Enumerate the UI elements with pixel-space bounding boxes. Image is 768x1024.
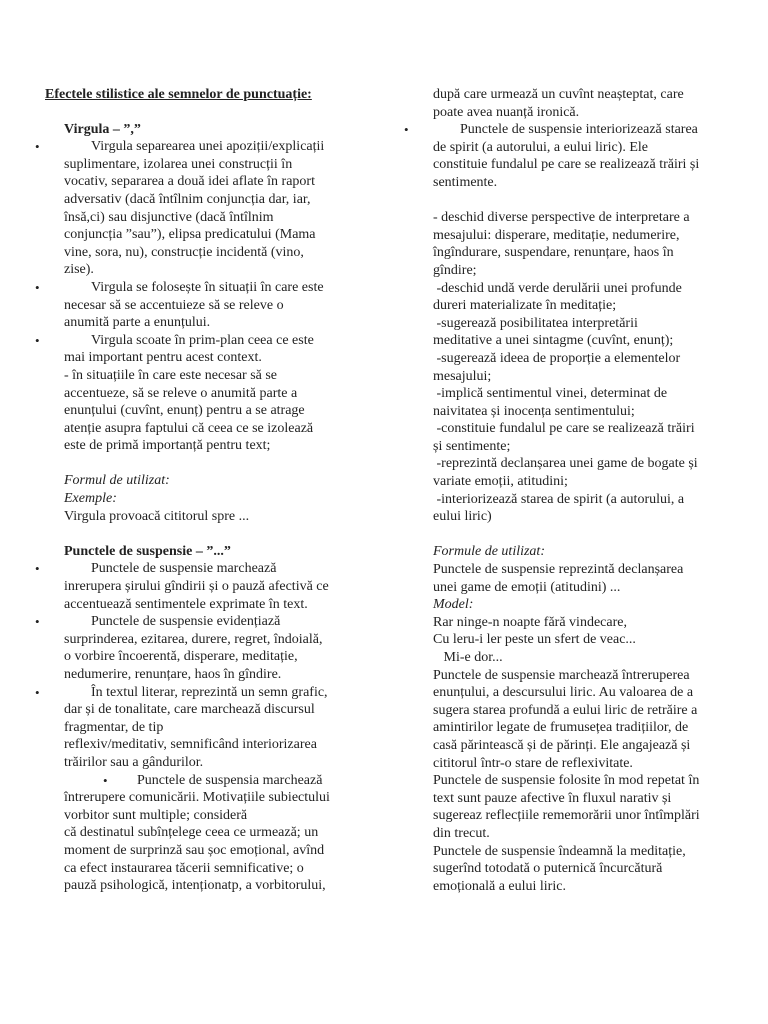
- continuation-text: [433, 86, 758, 121]
- list-item: [36, 772, 376, 895]
- text-line: enunțului (cuvînt, enunț) pentru a se atrage: [64, 403, 305, 419]
- interiorizeaza-bullet: [433, 121, 758, 191]
- list-item: [36, 332, 376, 455]
- list-item: [36, 279, 376, 332]
- text-line: eului liric): [433, 509, 492, 525]
- right-column: [433, 86, 758, 895]
- text-line: vocativ, separarea a două idei aflate în raport: [64, 174, 315, 190]
- text-line: gîndire;: [433, 262, 477, 278]
- text-line: -sugerează ideea de proporție a elementelor: [433, 350, 681, 366]
- text-line: dar și de tonalitate, care marchează discursul: [64, 702, 315, 718]
- text-line: Punctele de suspensie îndeamnă la meditație,: [433, 843, 686, 859]
- model-text: [433, 614, 758, 896]
- text-line: Rar ninge-n noapte fără vindecare,: [433, 614, 627, 630]
- text-line: Punctele de suspensie folosite în mod repetat în: [433, 773, 700, 789]
- puncte-bullet-list: [36, 560, 376, 771]
- text-line: anumită parte a enunțului.: [64, 315, 211, 331]
- text-line: sugera starea profundă a eului liric de retrăire a: [433, 702, 698, 718]
- text-line: inrerupera șirului gîndirii și o pauză afectivă ce: [64, 579, 329, 595]
- list-item: [36, 613, 376, 683]
- document-title: Efectele stilistice ale semnelor de punctuație:: [45, 87, 312, 102]
- text-line: accentueze, să se releve o anumită parte a: [64, 385, 298, 401]
- text-line: poate avea nuanță ironică.: [433, 104, 580, 120]
- text-line: unei game de emoții (atitudini) ...: [433, 579, 621, 595]
- formule-text: [433, 561, 758, 596]
- list-item: [36, 138, 376, 279]
- model-label: Model:: [433, 597, 474, 613]
- text-line: amintirilor legate de frumusețea tradițiilor, de: [433, 720, 689, 736]
- text-line: necesar să se accentuieze să se releve o: [64, 297, 284, 313]
- text-line: • Punctele de suspensie interiorizează starea: [460, 122, 698, 138]
- text-line: fragmentar, de tip: [64, 719, 164, 735]
- text-line: ca efect instaurarea tăcerii semnificative; o: [64, 860, 304, 876]
- text-line: -reprezintă declanșarea unei game de bogate și: [433, 456, 698, 472]
- exemple-label: Exemple:: [64, 491, 117, 507]
- text-line: mesajului;: [433, 368, 492, 384]
- text-line: și sentimente;: [433, 438, 511, 454]
- text-line: din trecut.: [433, 825, 490, 841]
- text-line: zise).: [64, 262, 94, 278]
- text-line: Mi-e dor...: [433, 650, 503, 665]
- text-line: • Punctele de suspensie marchează: [91, 561, 277, 577]
- text-line: -constituie fundalul pe care se realizează trăiri: [433, 421, 695, 437]
- text-line: -sugerează posibilitatea interpretării: [433, 315, 638, 331]
- text-line: după care urmează un cuvînt neașteptat, care: [433, 87, 684, 102]
- text-line: însă,ci) sau disjunctive (dacă întîlnim: [64, 209, 274, 225]
- text-line: vorbitor sunt multiple; consideră: [64, 807, 248, 823]
- text-line: sentimente.: [433, 174, 498, 190]
- text-line: moment de surprinză sau șoc emoțional, avînd: [64, 842, 325, 858]
- text-line: meditative a unei sintagme (cuvînt, enunț);: [433, 333, 674, 349]
- text-line: conjuncția ”sau”), elipsa predicatului (Mama: [64, 227, 316, 243]
- text-line: Punctele de suspensie reprezintă declanșarea: [433, 562, 684, 578]
- text-line: accentuează sentimentele exprimate în text.: [64, 596, 308, 612]
- text-line: reflexiv/meditativ, semnificând interiorizarea: [64, 737, 317, 753]
- text-line: emoțională a eului liric.: [433, 878, 566, 894]
- text-line: o vorbire încoerentă, disperare, meditație,: [64, 649, 298, 665]
- text-line: - deschid diverse perspective de interpretare a: [433, 210, 690, 226]
- text-line: - în situațiile în care este necesar să se: [64, 367, 278, 383]
- text-line: Cu leru-i ler peste un sfert de veac...: [433, 632, 636, 648]
- text-line: -deschid undă verde derulării unei profunde: [433, 280, 682, 296]
- text-line: • În textul literar, reprezintă un semn grafic,: [91, 684, 328, 700]
- text-line: • Punctele de suspensie evidențiază: [91, 614, 281, 630]
- exemple-text: Virgula provoacă cititorul spre ...: [64, 508, 250, 524]
- text-line: că destinatul subînțelege ceea ce urmează; un: [64, 825, 319, 841]
- text-line: sugereaz reflecțiile rememorării unor întîmplări: [433, 808, 700, 824]
- text-line: text sunt pauze afective în fluxul narativ și: [433, 790, 672, 806]
- text-line: pauză psihologică, intenționatp, a vorbitorului,: [64, 878, 326, 894]
- text-line: mai important pentru acest context.: [64, 350, 262, 366]
- text-line: Punctele de suspensie marchează întreruperea: [433, 667, 690, 683]
- list-item: [433, 121, 758, 191]
- text-line: • Virgula separearea unei apoziții/explicații: [91, 139, 325, 155]
- text-line: • Virgula se folosește în situații în care este: [91, 279, 324, 295]
- text-line: -interiorizează starea de spirit (a autorului, a: [433, 491, 685, 507]
- text-line: nedumerire, renunțare, haos în gîndire.: [64, 667, 282, 682]
- virgula-heading: Virgula – ”,”: [64, 121, 141, 137]
- text-line: constituie fundalul pe care se realizează trăiri și: [433, 157, 700, 173]
- formul-label: Formul de utilizat:: [64, 473, 170, 489]
- list-item: [36, 684, 376, 772]
- text-line: trăirilor sau a gândurilor.: [64, 754, 204, 770]
- puncte-heading: Punctele de suspensie – ”...”: [64, 543, 231, 559]
- text-line: este de primă importanță pentru text;: [64, 438, 271, 454]
- puncte-inner-bullet: [36, 772, 376, 895]
- text-line: casă părintească și de părinți. Ele angajează și: [433, 737, 691, 753]
- text-line: sugerînd totodată o puternică încurcătură: [433, 861, 663, 877]
- text-line: adversativ (dacă întîlnim conjuncția dar, iar,: [64, 191, 311, 207]
- text-line: cititorul într-o stare de reflexivitate.: [433, 755, 633, 771]
- text-line: îngîndurare, suspendare, renunțare, haos în: [433, 245, 674, 261]
- left-column: [36, 86, 376, 895]
- text-line: surprinderea, ezitarea, durere, regret, îndoială,: [64, 631, 323, 647]
- text-line: • Virgula scoate în prim-plan ceea ce este: [91, 332, 314, 348]
- text-line: variate emoții, atitudini;: [433, 474, 568, 490]
- text-line: suplimentare, izolarea unei construcții în: [64, 156, 293, 172]
- text-line: întrerupere comunicării. Motivațiile subiectului: [64, 790, 330, 806]
- text-line: naivitatea și inocența sentimentului;: [433, 403, 635, 419]
- virgula-bullet-list: [36, 138, 376, 455]
- text-line: de spirit (a autorului, a eului liric). Ele: [433, 139, 648, 155]
- text-line: • Punctele de suspensia marchează: [137, 772, 323, 788]
- text-line: atenție asupra faptului că ceea ce se izolează: [64, 420, 314, 436]
- list-item: [36, 560, 376, 613]
- formule-label: Formule de utilizat:: [433, 544, 545, 560]
- text-line: vine, sora, nu), construcție incidentă (vino,: [64, 244, 304, 260]
- text-line: -implică sentimentul vinei, determinat de: [433, 386, 668, 402]
- text-line: mesajului: disperare, meditație, nedumerire,: [433, 227, 680, 243]
- text-line: enunțului, a descursului liric. Au valoarea de a: [433, 685, 694, 701]
- effects-list: [433, 209, 758, 526]
- text-line: dureri materializate în meditație;: [433, 298, 617, 314]
